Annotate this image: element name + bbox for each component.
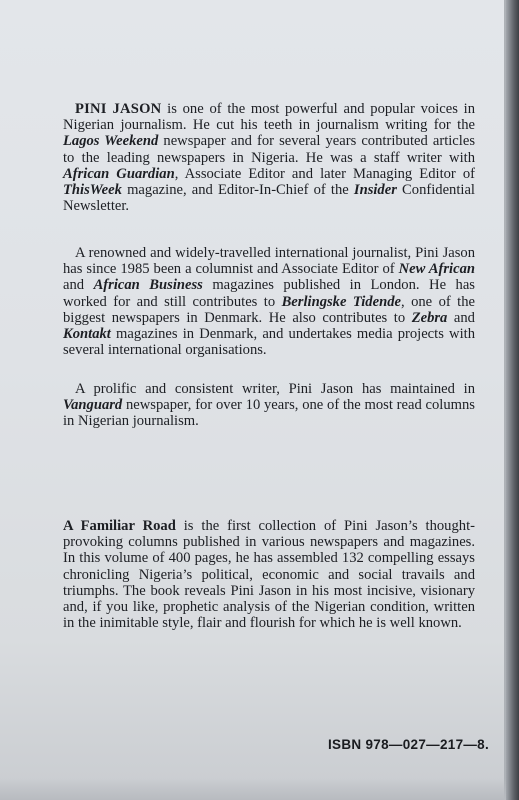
p2-text-2: and bbox=[63, 277, 94, 294]
isbn-number: ISBN 978—027—217—8. bbox=[328, 737, 490, 752]
paragraph-international-career bbox=[63, 245, 475, 358]
publication-vanguard: Vanguard bbox=[63, 397, 123, 414]
book-title: A Familiar Road bbox=[63, 518, 176, 534]
p2-text-5: and bbox=[447, 309, 475, 326]
p2-text-4: , one of the biggest newspapers in Denmark. He also contributes to bbox=[63, 293, 476, 326]
publication-african-guardian: African Guardian bbox=[63, 165, 175, 182]
publication-zebra: Zebra bbox=[411, 309, 448, 326]
p1-text-5: Confidential Newsletter. bbox=[63, 182, 475, 215]
paragraph-vanguard-column bbox=[63, 381, 475, 430]
publication-thisweek: ThisWeek bbox=[63, 182, 122, 199]
p4-text-1: is the first collection of Pini Jason’s thought-provoking columns published in various newspapers and magazines. In this volume of 400 pages, he has assembled 132 compelling essays chronicling Nigeria’s political, economic and social travails and triumphs. The book reveals Pini Jason in his most incisive, visionary and, if you like, prophetic analysis of the Nigerian condition, written in the inimitable style, flair and flourish for which he is well known. bbox=[63, 518, 475, 632]
p1-text-2: newspaper and for several years contributed articles to the leading newspapers in Nigeria. He was a staff writer with bbox=[63, 133, 475, 166]
paragraph-author-intro bbox=[63, 101, 475, 214]
publication-insider: Insider bbox=[353, 182, 397, 199]
p1-text-3: , Associate Editor and later Managing Editor of bbox=[174, 165, 475, 182]
publication-african-business: African Business bbox=[93, 277, 203, 294]
spine-edge bbox=[506, 0, 519, 800]
p1-text-4: magazine, and Editor-In-Chief of the bbox=[121, 182, 354, 199]
paragraph-book-description bbox=[63, 518, 475, 631]
p2-text-3: magazines published in London. He has worked for and still contributes to bbox=[63, 277, 475, 310]
publication-new-african: New African bbox=[398, 261, 475, 278]
cover-bottom-shadow bbox=[0, 778, 506, 800]
author-name: PINI JASON bbox=[75, 101, 162, 117]
publication-berlingske-tidende: Berlingske Tidende bbox=[281, 293, 401, 310]
publication-kontakt: Kontakt bbox=[63, 326, 111, 343]
p2-text-6: magazines in Denmark, and undertakes media projects with several international organisations. bbox=[63, 326, 475, 359]
p3-text-1: A prolific and consistent writer, Pini Jason has maintained in bbox=[75, 381, 475, 397]
publication-lagos-weekend: Lagos Weekend bbox=[63, 133, 159, 150]
p3-text-2: newspaper, for over 10 years, one of the most read columns in Nigerian journalism. bbox=[63, 397, 475, 430]
p1-text-1: is one of the most powerful and popular voices in Nigerian journalism. He cut his teeth in journalism writing for the bbox=[63, 101, 475, 134]
p2-text-1: A renowned and widely-travelled international journalist, Pini Jason has since 1985 been a columnist and Associate Editor of bbox=[63, 245, 475, 278]
